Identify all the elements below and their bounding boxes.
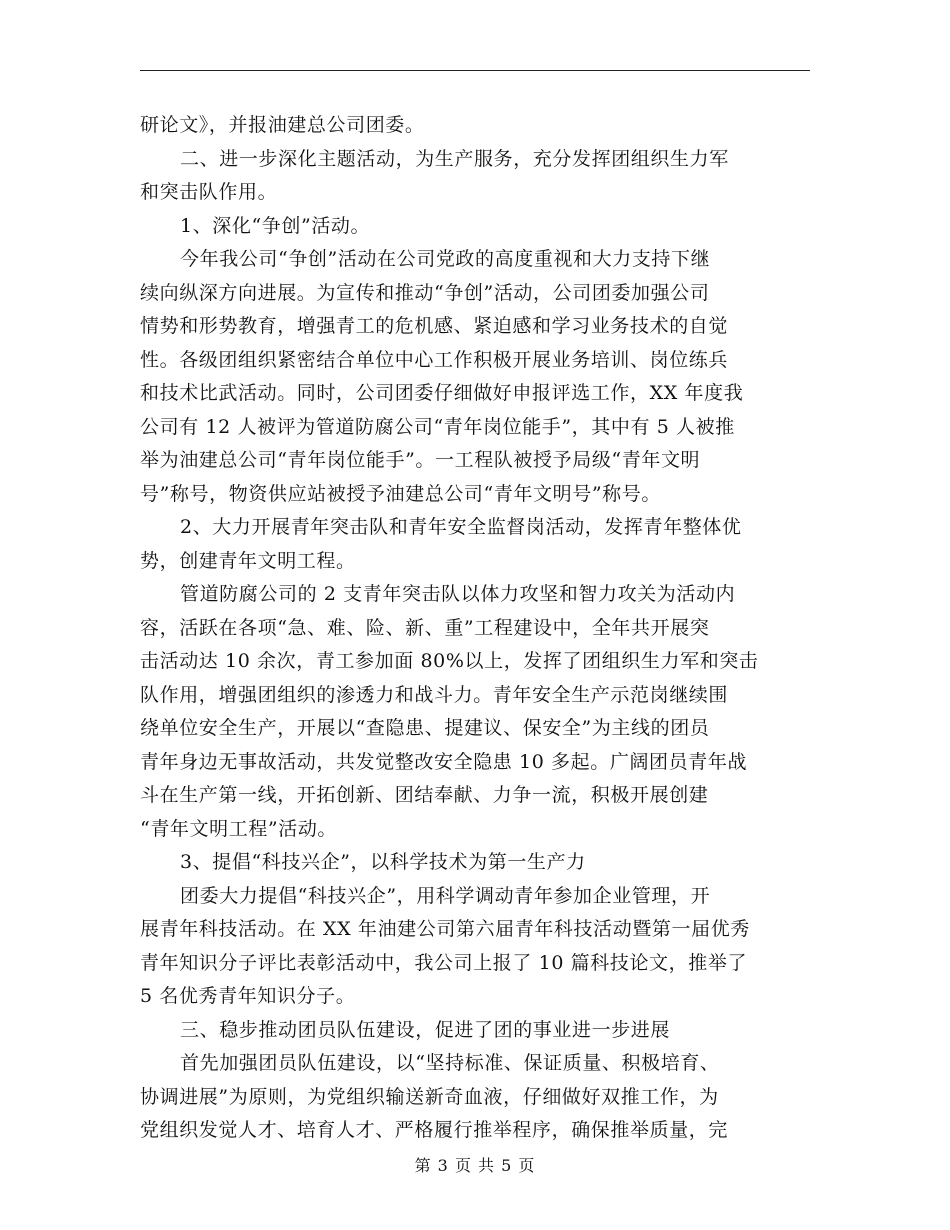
text-line: 斗在生产第一线，开拓创新、团结奉献、力争一流，积极开展创建 [140, 784, 709, 806]
text-line: 二、进一步深化主题活动，为生产服务，充分发挥团组织生力军 [180, 147, 729, 170]
text-line: 今年我公司“争创”活动在公司党政的高度重视和大力支持下继 [180, 248, 711, 270]
text-line: 5 名优秀青年知识分子。 [140, 985, 356, 1007]
text-line: 击活动达 10 余次，青工参加面 80%以上，发挥了团组织生力军和突击 [140, 650, 759, 672]
text-line: “青年文明工程”活动。 [140, 817, 338, 840]
text-line: 和突击队作用。 [140, 181, 278, 203]
text-line: 续向纵深方向进展。为宣传和推动“争创”活动，公司团委加强公司 [140, 281, 710, 304]
text-line: 青年身边无事故活动，共发觉整改安全隐患 10 多起。广阔团员青年战 [140, 750, 748, 773]
text-line: 情势和形势教育，增强青工的危机感、紧迫感和学习业务技术的自觉 [140, 315, 729, 337]
text-line: 党组织发觉人才、培育人才、严格履行推举程序，确保推举质量，完 [140, 1119, 729, 1141]
text-line: 和技术比武活动。同时，公司团委仔细做好申报评选工作，XX 年度我 [140, 382, 744, 404]
header-rule [140, 70, 810, 71]
text-line: 团委大力提倡“科技兴企”，用科学调动青年参加企业管理，开 [180, 884, 711, 907]
text-line: 研论文》，并报油建总公司团委。 [140, 114, 425, 136]
text-line: 势，创建青年文明工程。 [140, 549, 356, 572]
page-number-footer: 第 3 页 共 5 页 [414, 1156, 536, 1175]
text-line: 首先加强团员队伍建设，以“坚持标准、保证质量、积极培育、 [180, 1052, 720, 1074]
text-line: 青年知识分子评比表彰活动中，我公司上报了 10 篇科技论文，推举了 [140, 951, 748, 974]
text-line: 公司有 12 人被评为管道防腐公司“青年岗位能手”，其中有 5 人被推 [140, 415, 735, 438]
text-line: 3、提倡“科技兴企”，以科学技术为第一生产力 [180, 851, 586, 873]
text-line: 绕单位安全生产，开展以“查隐患、提建议、保安全”为主线的团员 [140, 717, 710, 739]
text-line: 队作用，增强团组织的渗透力和战斗力。青年安全生产示范岗继续围 [140, 683, 729, 706]
text-line: 协调进展”为原则，为党组织输送新奇血液，仔细做好双推工作，为 [140, 1085, 719, 1108]
text-line: 号”称号，物资供应站被授予油建总公司“青年文明号”称号。 [140, 482, 661, 505]
text-line: 三、稳步推动团员队伍建设，促进了团的事业进一步进展 [180, 1018, 671, 1041]
text-line: 1、深化“争创”活动。 [180, 214, 371, 237]
text-line: 2、大力开展青年突击队和青年安全监督岗活动，发挥青年整体优 [180, 516, 742, 538]
text-line: 管道防腐公司的 2 支青年突击队以体力攻坚和智力攻关为活动内 [180, 583, 736, 605]
text-line: 容，活跃在各项“急、难、险、新、重”工程建设中，全年共开展突 [140, 616, 710, 639]
text-line: 展青年科技活动。在 XX 年油建公司第六届青年科技活动暨第一届优秀 [140, 918, 750, 940]
text-line: 性。各级团组织紧密结合单位中心工作积极开展业务培训、岗位练兵 [140, 348, 729, 371]
text-line: 举为油建总公司“青年岗位能手”。一工程队被授予局级“青年文明 [140, 449, 701, 471]
document-body [140, 109, 810, 1148]
